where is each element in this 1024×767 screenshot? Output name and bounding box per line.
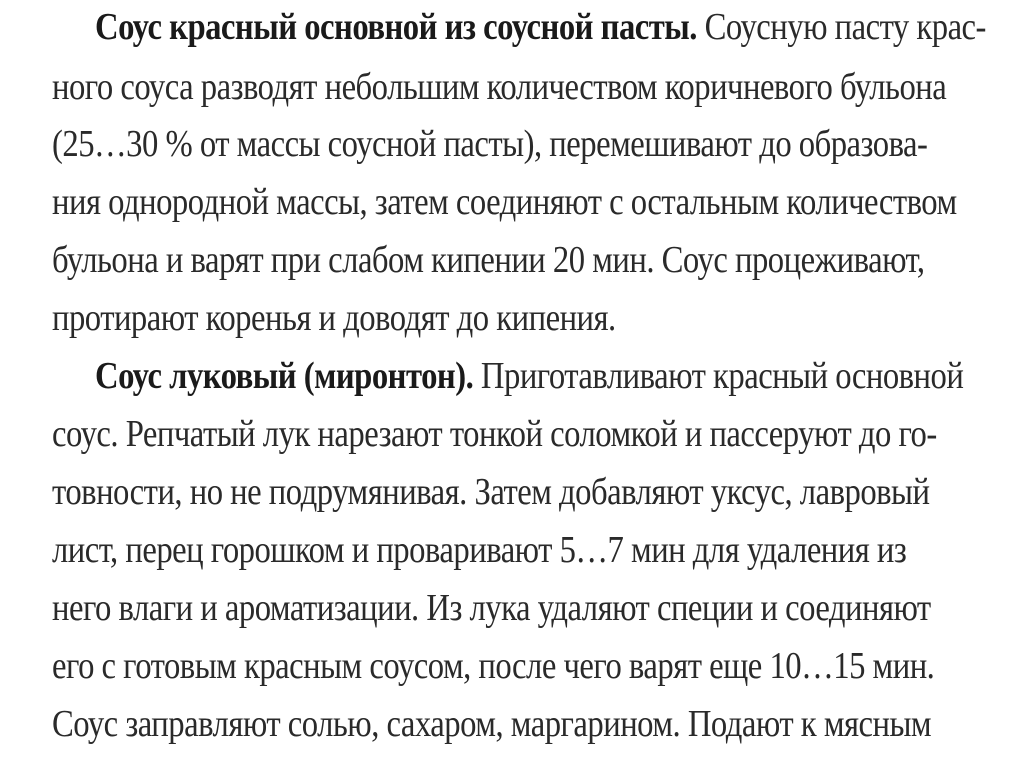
paragraph-2-line-1 bbox=[95, 354, 964, 398]
paragraph-2-line-3: товности, но не подрумянивая. Затем добавляют уксус, лавровый bbox=[52, 471, 930, 513]
paragraph-2-heading: Соус луковый (миронтон). bbox=[95, 355, 474, 397]
paragraph-2-line-4: лист, перец горошком и проваривают 5…7 мин для удаления из bbox=[52, 529, 907, 571]
paragraph-1-heading: Соус красный основной из соусной пасты. bbox=[95, 6, 697, 48]
paragraph-1-line-3: (25…30 % от массы соусной пасты), перемешивают до образова- bbox=[52, 123, 928, 165]
paragraph-1-line-1 bbox=[95, 5, 986, 49]
paragraph-1-text: Соусную пасту крас- bbox=[696, 6, 986, 48]
paragraph-1-line-2: ного соуса разводят небольшим количеством коричневого бульона bbox=[52, 66, 947, 108]
paragraph-1-line-6: протирают коренья и доводят до кипения. bbox=[52, 297, 616, 339]
paragraph-1-line-5: бульона и варят при слабом кипении 20 мин. Соус процеживают, bbox=[52, 239, 925, 281]
paragraph-2-line-6: его с готовым красным соусом, после чего варят еще 10…15 мин. bbox=[52, 645, 935, 687]
paragraph-2-line-7: Соус заправляют солью, сахаром, маргарином. Подают к мясным bbox=[52, 703, 932, 745]
paragraph-2-text: Приготавливают красный основной bbox=[473, 355, 964, 397]
paragraph-1-line-4: ния однородной массы, затем соединяют с остальным количеством bbox=[52, 181, 957, 223]
paragraph-2-line-5: него влаги и ароматизации. Из лука удаляют специи и соединяют bbox=[52, 587, 931, 629]
paragraph-2-line-2: соус. Репчатый лук нарезают тонкой соломкой и пассеруют до го- bbox=[52, 413, 937, 455]
